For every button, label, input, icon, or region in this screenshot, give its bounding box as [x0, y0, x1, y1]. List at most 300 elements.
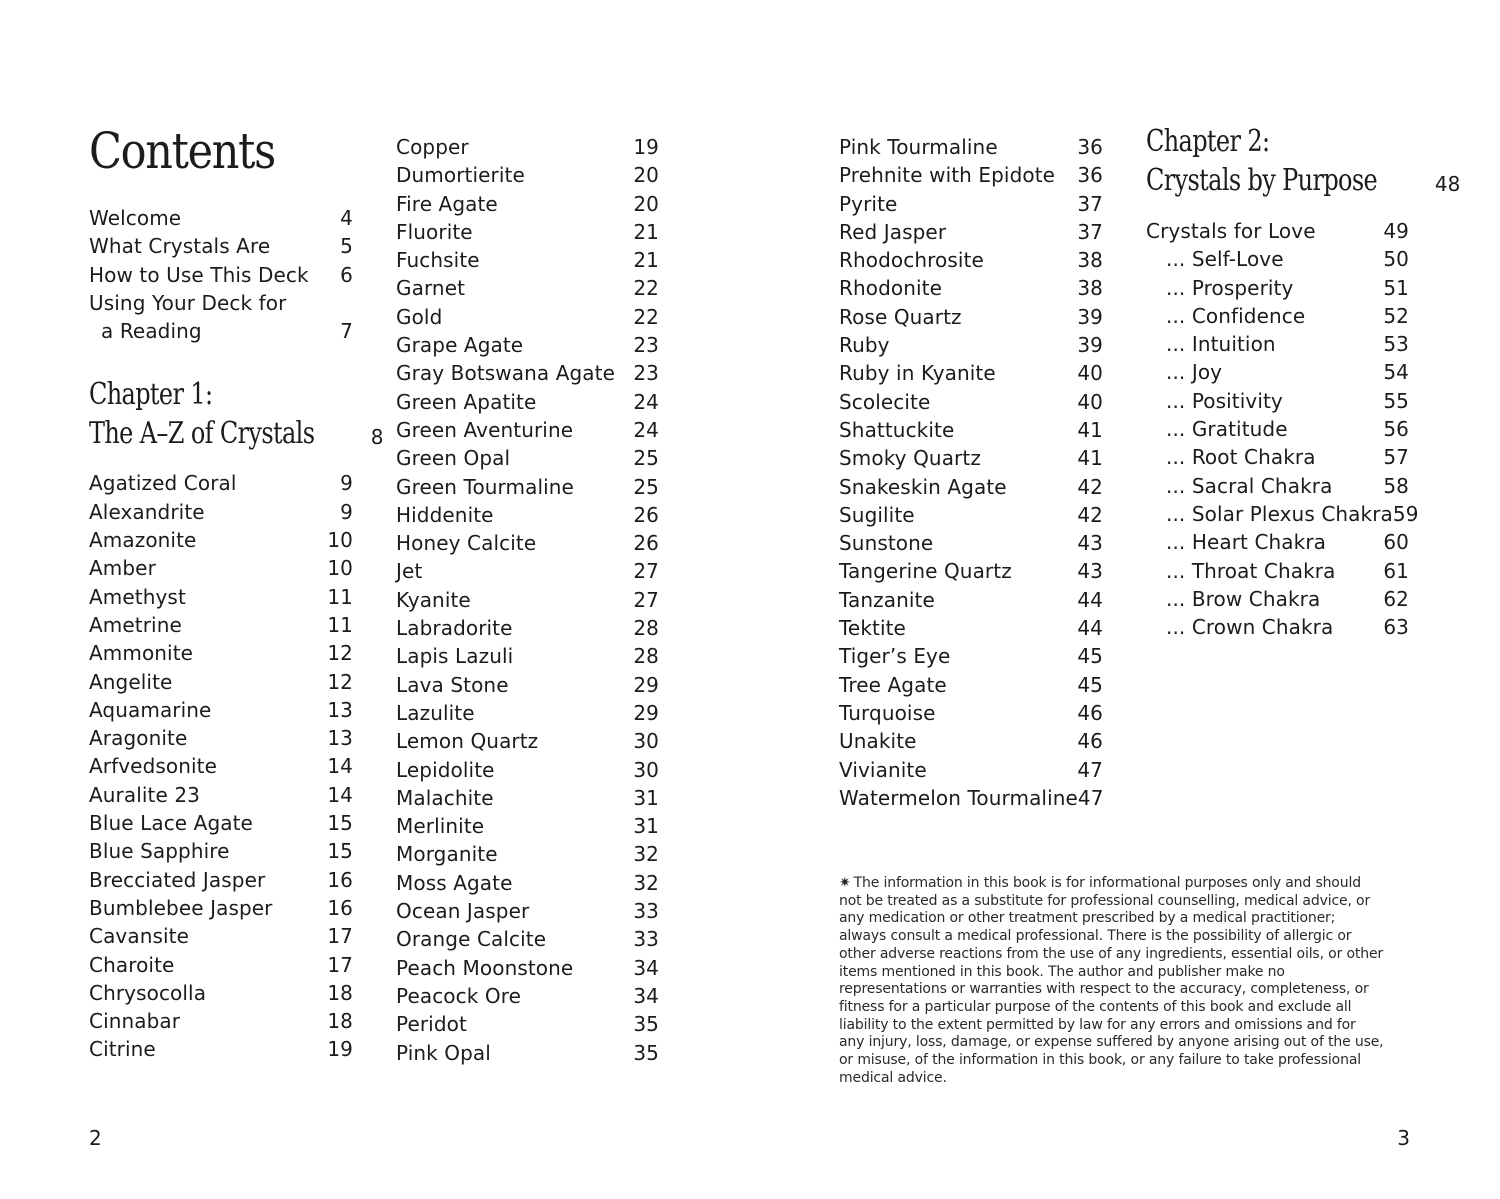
toc-entry-label: Cinnabar: [89, 1009, 181, 1034]
toc-entry[interactable]: [89, 289, 353, 317]
toc-entry[interactable]: [1146, 302, 1409, 330]
toc-entry-label: ... Sacral Chakra: [1166, 473, 1333, 498]
toc-entry[interactable]: [396, 444, 659, 472]
toc-entry-page: 27: [633, 559, 659, 584]
toc-entry-label: Red Jasper: [839, 219, 947, 244]
toc-entry-page: 37: [1077, 219, 1103, 244]
toc-entry-page: 42: [1077, 474, 1103, 499]
toc-entry-label: ... Heart Chakra: [1166, 530, 1327, 555]
toc-entry-page: 21: [633, 219, 659, 244]
toc-entry-label: Turquoise: [839, 700, 936, 725]
toc-entry-label: Amazonite: [89, 528, 197, 553]
toc-entry-page: 10: [327, 528, 353, 553]
toc-entry-page: 19: [327, 1037, 353, 1062]
toc-entry-page: 38: [1077, 276, 1103, 301]
toc-entry[interactable]: [839, 218, 1103, 246]
toc-entry-label: Rhodochrosite: [839, 248, 984, 273]
toc-entry-label: ... Positivity: [1166, 388, 1283, 413]
toc-entry-page: 59: [1392, 501, 1419, 526]
toc-entry-page: 18: [327, 1009, 353, 1034]
toc-entry-label: Pink Tourmaline: [839, 135, 998, 159]
chapter-2-heading[interactable]: [1146, 122, 1461, 200]
toc-entry-page: 42: [1077, 502, 1103, 527]
toc-entry-label: Crystals for Love: [1146, 219, 1316, 243]
disclaimer-footnote: [839, 875, 1384, 1087]
toc-entry-page: 43: [1077, 531, 1103, 556]
toc-entry-label: Sugilite: [839, 502, 915, 527]
toc-entry[interactable]: [89, 1007, 353, 1035]
toc-entry-label: Gold: [396, 304, 443, 329]
toc-entry[interactable]: [396, 982, 659, 1010]
toc-entry-label: Blue Sapphire: [89, 839, 230, 864]
toc-entry[interactable]: [89, 204, 353, 232]
chapter-1-page: 8: [370, 425, 384, 450]
right-page-number: 3: [1397, 1126, 1410, 1150]
toc-entry[interactable]: [839, 444, 1103, 472]
toc-entry-label: Green Tourmaline: [396, 474, 574, 499]
toc-entry-label: Fuchsite: [396, 248, 480, 273]
toc-entry-page: 25: [633, 474, 659, 499]
toc-entry-page: 36: [1077, 163, 1103, 188]
toc-entry-page: 29: [633, 672, 659, 697]
toc-entry-label: Vivianite: [839, 757, 927, 782]
toc-entry-label: Peach Moonstone: [396, 955, 574, 980]
toc-entry-page: 4: [340, 206, 353, 230]
contents-column-2: [396, 133, 659, 1067]
toc-entry-page: 30: [633, 729, 659, 754]
toc-entry-page: 13: [327, 697, 353, 722]
toc-entry[interactable]: [839, 501, 1103, 529]
toc-entry-page: 9: [340, 471, 353, 496]
toc-entry[interactable]: [89, 979, 353, 1007]
toc-entry-page: 60: [1383, 530, 1409, 555]
crystal-list-a-c: [89, 469, 353, 1063]
toc-entry[interactable]: [396, 897, 659, 925]
toc-entry-page: 43: [1077, 559, 1103, 584]
toc-entry[interactable]: [396, 557, 659, 585]
toc-entry-page: 14: [327, 754, 353, 779]
toc-entry[interactable]: [396, 925, 659, 953]
toc-entry-page: 54: [1383, 360, 1409, 385]
toc-entry-label: Moss Agate: [396, 870, 513, 895]
toc-entry-page: 24: [633, 389, 659, 414]
toc-entry[interactable]: [1146, 528, 1409, 556]
toc-entry-label: Prehnite with Epidote: [839, 163, 1056, 188]
toc-entry-page: 23: [633, 333, 659, 358]
toc-entry[interactable]: [839, 727, 1103, 755]
toc-entry[interactable]: [89, 866, 353, 894]
toc-entry-page: 7: [340, 319, 353, 344]
toc-entry-label: Grape Agate: [396, 333, 524, 358]
toc-entry-page: 11: [327, 584, 353, 609]
toc-entry-label: Watermelon Tourmaline: [839, 785, 1078, 810]
toc-entry-label: ... Root Chakra: [1166, 445, 1316, 470]
toc-entry-page: 35: [633, 1012, 659, 1037]
toc-entry[interactable]: [396, 274, 659, 302]
toc-entry[interactable]: [396, 359, 659, 387]
toc-entry[interactable]: [396, 331, 659, 359]
toc-entry[interactable]: [89, 1035, 353, 1063]
toc-entry[interactable]: [89, 261, 353, 289]
toc-entry-label: Rhodonite: [839, 276, 943, 301]
toc-entry-page: 33: [633, 927, 659, 952]
toc-entry-label: Tektite: [839, 616, 906, 641]
toc-entry[interactable]: [839, 784, 1103, 812]
toc-entry[interactable]: [839, 246, 1103, 274]
toc-entry[interactable]: [1146, 443, 1409, 471]
toc-entry-page: 50: [1383, 247, 1409, 272]
toc-entry[interactable]: [396, 614, 659, 642]
toc-entry[interactable]: [839, 388, 1103, 416]
toc-entry-label: Blue Lace Agate: [89, 811, 253, 836]
toc-entry-label: Merlinite: [396, 814, 485, 839]
toc-entry-page: 44: [1077, 616, 1103, 641]
toc-entry[interactable]: [396, 1010, 659, 1038]
toc-entry[interactable]: [839, 586, 1103, 614]
toc-entry[interactable]: [1146, 557, 1409, 585]
toc-entry[interactable]: [89, 696, 353, 724]
toc-entry-label: Charoite: [89, 952, 175, 977]
disclaimer-text: The information in this book is for informational purposes only and should not be treated as a substitute for professional counselling, medical advice, or any medication or other treatment prescribed by a medical practitioner; always consult a medical professional. There is the possibility of allergic or other adverse reactions from the use of any ingredients, essential oils, or other items mentioned in this book. The author and publisher make no representations or warranties with respect to the accuracy, completeness, or fitness for a particular purpose of the contents of this book and exclude all liability to the extent permitted by law for any errors and omissions and for any injury, loss, damage, or expense suffered by anyone arising out of the use, or misuse, of the information in this book, or any failure to take professional medical advice.: [839, 875, 1384, 1086]
toc-entry[interactable]: [1146, 330, 1409, 358]
toc-entry[interactable]: [396, 529, 659, 557]
toc-entry[interactable]: [1146, 472, 1409, 500]
toc-entry-label: ... Gratitude: [1166, 417, 1288, 442]
toc-entry[interactable]: [839, 133, 1103, 161]
toc-entry-label: Ametrine: [89, 612, 182, 637]
toc-entry-page: 20: [633, 163, 659, 188]
toc-entry-page: 46: [1077, 729, 1103, 754]
toc-entry-label: Tree Agate: [839, 672, 947, 697]
toc-entry-label: Bumblebee Jasper: [89, 895, 273, 920]
toc-entry[interactable]: [89, 611, 353, 639]
toc-entry-page: 38: [1077, 248, 1103, 273]
toc-entry[interactable]: [396, 416, 659, 444]
toc-entry-page: 56: [1383, 417, 1409, 442]
toc-entry[interactable]: [396, 473, 659, 501]
toc-entry-label: Tanzanite: [839, 587, 935, 612]
toc-entry[interactable]: [396, 756, 659, 784]
toc-entry-page: 13: [327, 726, 353, 751]
toc-entry-label: ... Joy: [1166, 360, 1223, 385]
toc-entry[interactable]: [396, 671, 659, 699]
toc-entry[interactable]: [839, 274, 1103, 302]
toc-entry-page: 10: [327, 556, 353, 581]
toc-entry-label: Unakite: [839, 729, 917, 754]
toc-entry-label: Brecciated Jasper: [89, 867, 266, 892]
toc-entry[interactable]: [396, 869, 659, 897]
toc-entry-label: Rose Quartz: [839, 304, 962, 329]
toc-entry[interactable]: [396, 812, 659, 840]
toc-entry-page: 17: [327, 924, 353, 949]
toc-entry[interactable]: [89, 526, 353, 554]
toc-entry-label: Aquamarine: [89, 697, 212, 722]
toc-entry[interactable]: [1146, 585, 1409, 613]
toc-entry[interactable]: [839, 671, 1103, 699]
toc-entry-page: 12: [327, 641, 353, 666]
toc-entry-label: Peridot: [396, 1012, 467, 1037]
toc-entry-label: Sunstone: [839, 531, 934, 556]
toc-entry-page: 62: [1383, 586, 1409, 611]
toc-entry-page: 16: [327, 895, 353, 920]
toc-entry[interactable]: [1146, 387, 1409, 415]
toc-entry-label: ... Brow Chakra: [1166, 586, 1321, 611]
toc-entry-page: 15: [327, 811, 353, 836]
toc-entry[interactable]: [89, 951, 353, 979]
toc-entry-label: Using Your Deck for: [89, 290, 287, 315]
toc-entry[interactable]: [839, 416, 1103, 444]
toc-entry-label: a Reading: [101, 319, 202, 344]
toc-entry-label: Agatized Coral: [89, 471, 237, 496]
toc-entry[interactable]: [396, 699, 659, 727]
toc-entry-label: Citrine: [89, 1037, 156, 1062]
toc-entry-label: Ocean Jasper: [396, 899, 530, 924]
toc-entry[interactable]: [839, 359, 1103, 387]
toc-entry-page: 17: [327, 952, 353, 977]
toc-entry-page: 40: [1077, 361, 1103, 386]
toc-entry[interactable]: [839, 190, 1103, 218]
toc-entry[interactable]: [396, 642, 659, 670]
toc-entry-label: Angelite: [89, 669, 173, 694]
toc-entry-label: Jet: [396, 559, 423, 584]
toc-entry-page: 55: [1383, 388, 1409, 413]
chapter-1-title: The A–Z of Crystals: [89, 416, 315, 452]
toc-entry-page: 35: [633, 1040, 659, 1065]
toc-entry-page: 52: [1383, 303, 1409, 328]
toc-entry-label: Morganite: [396, 842, 498, 867]
toc-entry[interactable]: [89, 837, 353, 865]
toc-entry-page: 36: [1077, 135, 1103, 159]
crystal-list-c-p: [396, 133, 659, 1067]
toc-entry[interactable]: [839, 557, 1103, 585]
toc-entry-label: ... Prosperity: [1166, 275, 1294, 300]
toc-entry-label: Tiger’s Eye: [839, 644, 951, 669]
toc-entry[interactable]: [396, 246, 659, 274]
contents-column-3: [839, 133, 1103, 812]
toc-entry[interactable]: [839, 756, 1103, 784]
toc-entry[interactable]: [396, 784, 659, 812]
toc-entry-label: Fire Agate: [396, 191, 498, 216]
page-title: Contents: [89, 122, 275, 180]
toc-entry-label: Lepidolite: [396, 757, 495, 782]
toc-entry-page: 44: [1077, 587, 1103, 612]
toc-entry-label: Honey Calcite: [396, 531, 537, 556]
toc-entry-label: Pink Opal: [396, 1040, 491, 1065]
chapter-2-number: Chapter 2:: [1146, 124, 1270, 159]
toc-entry[interactable]: [89, 781, 353, 809]
toc-entry-page: 61: [1383, 558, 1409, 583]
toc-entry[interactable]: [1146, 500, 1419, 528]
toc-entry-page: 14: [327, 782, 353, 807]
toc-entry-page: 22: [633, 304, 659, 329]
toc-entry-label: ... Crown Chakra: [1166, 615, 1334, 640]
toc-entry-label: Shattuckite: [839, 417, 955, 442]
chapter-2-title: Crystals by Purpose: [1146, 163, 1378, 198]
chapter-1-heading[interactable]: [89, 375, 384, 453]
toc-entry[interactable]: [1146, 217, 1409, 245]
toc-entry[interactable]: [1146, 415, 1409, 443]
toc-entry-page: 23: [633, 361, 659, 386]
contents-column-4: [1146, 122, 1461, 641]
toc-entry[interactable]: [396, 133, 659, 161]
toc-entry-page: 32: [633, 842, 659, 867]
toc-entry[interactable]: [839, 642, 1103, 670]
crystal-list-p-w: [839, 133, 1103, 812]
purpose-list: [1146, 217, 1419, 641]
toc-entry[interactable]: [839, 614, 1103, 642]
toc-entry-page: 6: [340, 262, 353, 287]
toc-entry[interactable]: [396, 388, 659, 416]
toc-entry[interactable]: [89, 317, 353, 345]
toc-entry-page: 29: [633, 700, 659, 725]
toc-entry-page: 25: [633, 446, 659, 471]
toc-entry-page: 24: [633, 417, 659, 442]
toc-entry-label: Green Aventurine: [396, 417, 574, 442]
toc-entry-label: Pyrite: [839, 191, 898, 216]
toc-entry[interactable]: [396, 954, 659, 982]
toc-entry[interactable]: [89, 752, 353, 780]
toc-entry[interactable]: [839, 529, 1103, 557]
toc-entry[interactable]: [396, 1039, 659, 1067]
toc-entry-label: Welcome: [89, 206, 182, 230]
toc-entry-label: Lazulite: [396, 700, 475, 725]
asterisk-icon: ✷: [839, 875, 851, 891]
toc-entry-page: 47: [1077, 757, 1103, 782]
toc-entry[interactable]: [89, 469, 353, 497]
toc-entry-page: 33: [633, 899, 659, 924]
toc-entry-label: Labradorite: [396, 616, 513, 641]
toc-entry-page: 34: [633, 955, 659, 980]
toc-entry[interactable]: [89, 724, 353, 752]
toc-entry[interactable]: [89, 583, 353, 611]
toc-entry-label: Green Apatite: [396, 389, 537, 414]
toc-entry[interactable]: [89, 894, 353, 922]
toc-entry-page: 58: [1383, 473, 1409, 498]
toc-entry-page: 5: [340, 234, 353, 259]
toc-entry[interactable]: [396, 501, 659, 529]
left-page-number: 2: [89, 1126, 102, 1150]
toc-entry[interactable]: [396, 586, 659, 614]
toc-entry-label: Aragonite: [89, 726, 188, 751]
toc-entry-label: What Crystals Are: [89, 234, 271, 259]
toc-entry-label: ... Intuition: [1166, 332, 1276, 357]
toc-entry-page: 28: [633, 616, 659, 641]
toc-entry-page: 30: [633, 757, 659, 782]
toc-entry-page: 39: [1077, 333, 1103, 358]
toc-entry[interactable]: [1146, 358, 1409, 386]
toc-entry[interactable]: [1146, 245, 1409, 273]
toc-entry-page: 41: [1077, 417, 1103, 442]
toc-entry[interactable]: [396, 840, 659, 868]
toc-entry[interactable]: [839, 331, 1103, 359]
toc-entry-label: Green Opal: [396, 446, 511, 471]
toc-entry-page: 63: [1383, 615, 1409, 640]
toc-entry-page: 21: [633, 248, 659, 273]
toc-entry-label: Copper: [396, 135, 469, 159]
toc-entry-label: Auralite 23: [89, 782, 201, 807]
toc-entry[interactable]: [89, 639, 353, 667]
toc-entry[interactable]: [89, 922, 353, 950]
toc-entry-page: 18: [327, 980, 353, 1005]
toc-entry-label: Amethyst: [89, 584, 186, 609]
toc-entry[interactable]: [839, 699, 1103, 727]
toc-entry-label: Malachite: [396, 785, 494, 810]
contents-column-1: [89, 122, 384, 1064]
toc-entry[interactable]: [396, 303, 659, 331]
toc-entry-page: 19: [633, 135, 659, 159]
toc-entry[interactable]: [89, 232, 353, 260]
toc-entry[interactable]: [839, 161, 1103, 189]
toc-entry-label: Gray Botswana Agate: [396, 361, 615, 386]
toc-entry-label: Kyanite: [396, 587, 471, 612]
toc-entry-label: ... Solar Plexus Chakra: [1166, 501, 1393, 526]
toc-entry-label: Ammonite: [89, 641, 194, 666]
intro-list: [89, 204, 353, 345]
chapter-1-number: Chapter 1:: [89, 377, 213, 413]
toc-entry-page: 26: [633, 502, 659, 527]
toc-entry-label: Tangerine Quartz: [839, 559, 1012, 584]
toc-entry[interactable]: [396, 727, 659, 755]
toc-entry-page: 41: [1077, 446, 1103, 471]
toc-entry[interactable]: [396, 161, 659, 189]
toc-entry-page: 49: [1383, 219, 1409, 243]
toc-entry[interactable]: [89, 498, 353, 526]
toc-entry-page: 53: [1383, 332, 1409, 357]
toc-entry-label: Lapis Lazuli: [396, 644, 514, 669]
toc-entry[interactable]: [396, 190, 659, 218]
toc-entry-label: Orange Calcite: [396, 927, 547, 952]
toc-entry-page: 26: [633, 531, 659, 556]
toc-entry-label: ... Throat Chakra: [1166, 558, 1336, 583]
toc-entry-label: Hiddenite: [396, 502, 494, 527]
toc-entry-page: 22: [633, 276, 659, 301]
toc-entry-page: 47: [1077, 785, 1104, 810]
toc-entry-page: 31: [633, 814, 659, 839]
chapter-2-page: 48: [1434, 172, 1461, 196]
toc-entry-page: 45: [1077, 672, 1103, 697]
toc-entry[interactable]: [89, 809, 353, 837]
toc-entry[interactable]: [89, 554, 353, 582]
toc-entry[interactable]: [89, 668, 353, 696]
toc-entry-page: 16: [327, 867, 353, 892]
toc-entry-page: 46: [1077, 700, 1103, 725]
toc-entry-label: How to Use This Deck: [89, 262, 309, 287]
toc-entry-label: Garnet: [396, 276, 466, 301]
toc-entry[interactable]: [839, 473, 1103, 501]
toc-entry-page: 40: [1077, 389, 1103, 414]
toc-entry-label: Lava Stone: [396, 672, 509, 697]
toc-entry-page: 39: [1077, 304, 1103, 329]
toc-entry-label: Alexandrite: [89, 499, 205, 524]
toc-entry-page: 34: [633, 983, 659, 1008]
toc-entry[interactable]: [396, 218, 659, 246]
toc-entry-label: ... Confidence: [1166, 303, 1306, 328]
toc-entry-page: 15: [327, 839, 353, 864]
toc-entry-label: Peacock Ore: [396, 983, 522, 1008]
toc-entry-label: Snakeskin Agate: [839, 474, 1007, 499]
toc-entry-label: Amber: [89, 556, 156, 581]
toc-entry-label: Lemon Quartz: [396, 729, 539, 754]
toc-entry-label: Smoky Quartz: [839, 446, 981, 471]
toc-entry-label: Cavansite: [89, 924, 190, 949]
toc-entry-page: 57: [1383, 445, 1409, 470]
toc-entry-page: 45: [1077, 644, 1103, 669]
toc-entry[interactable]: [1146, 274, 1409, 302]
toc-entry-page: 28: [633, 644, 659, 669]
toc-entry[interactable]: [1146, 613, 1409, 641]
toc-entry-page: 31: [633, 785, 659, 810]
toc-entry[interactable]: [839, 303, 1103, 331]
